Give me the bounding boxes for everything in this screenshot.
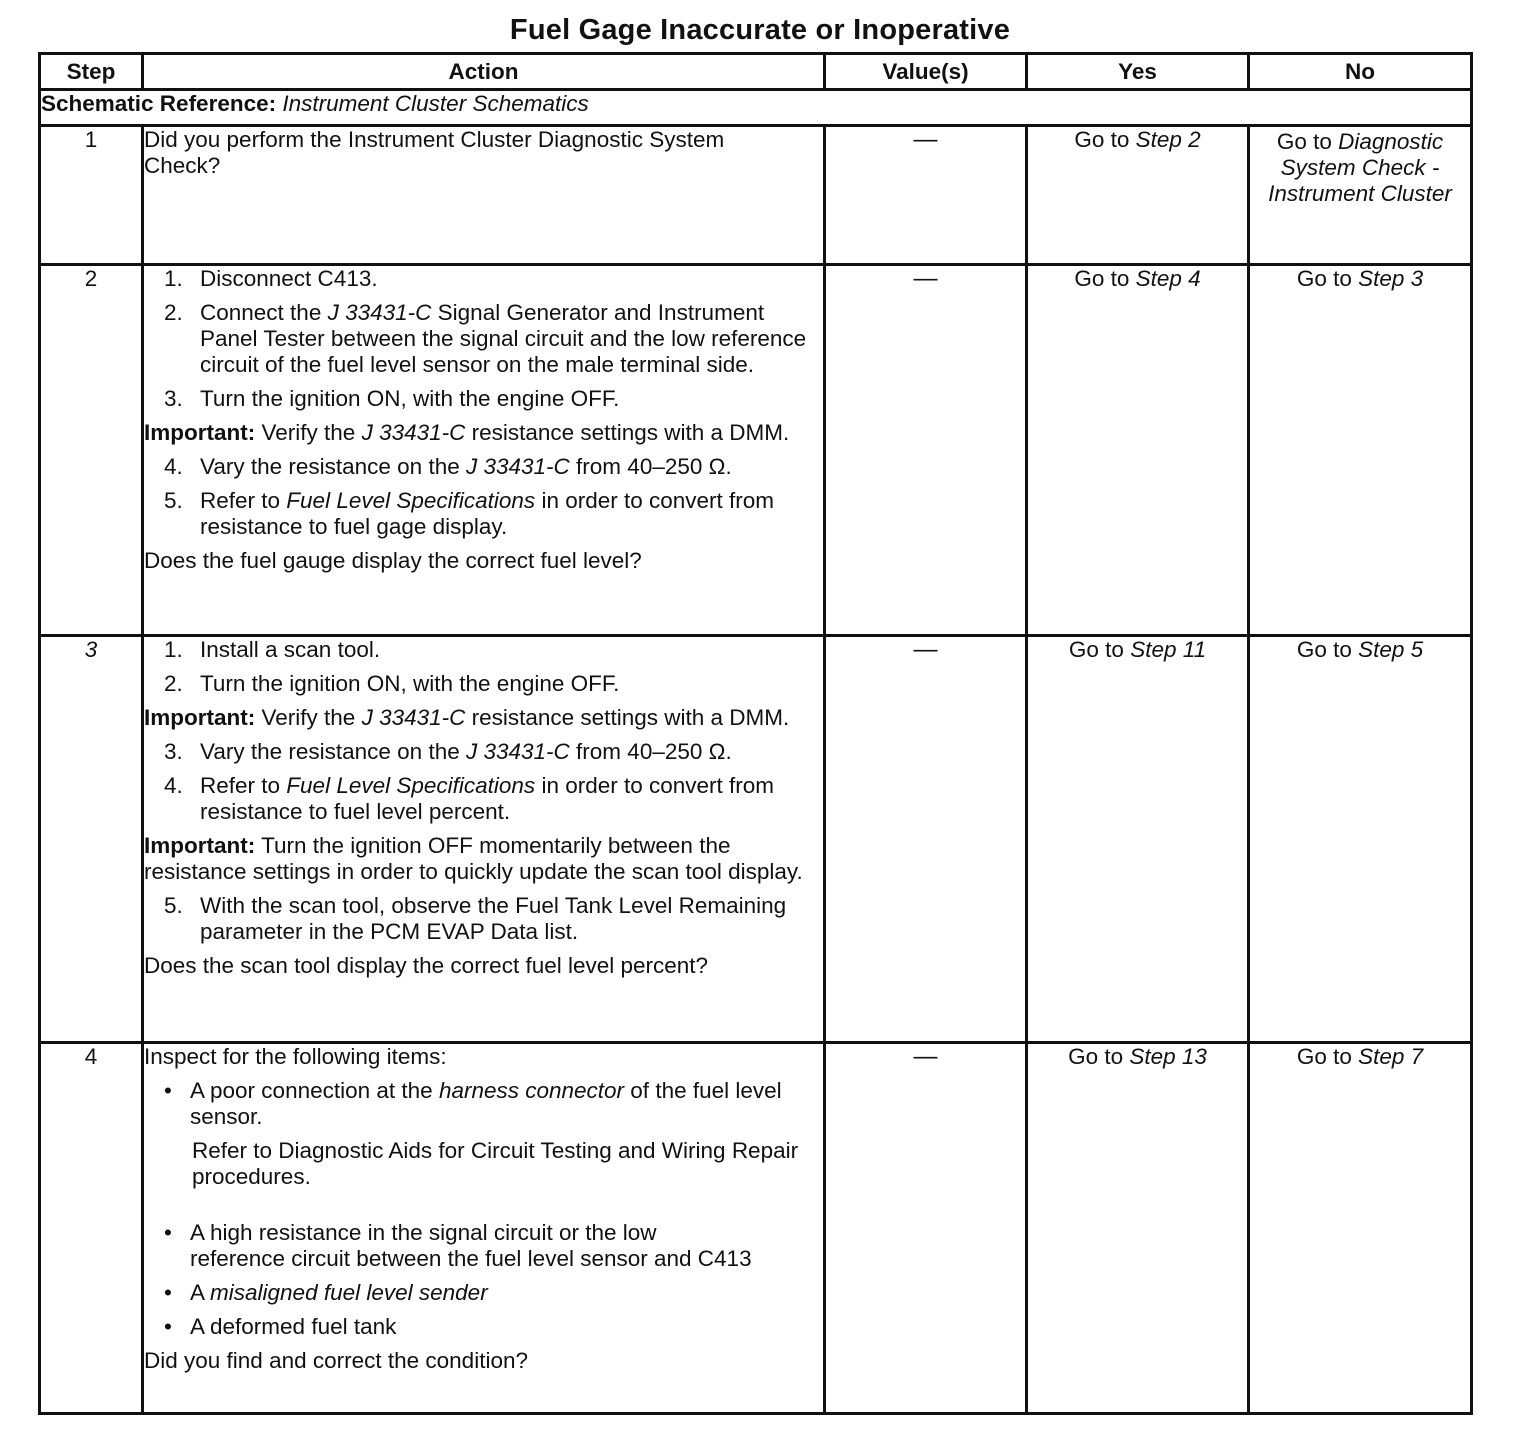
- list-item: 2. Turn the ignition ON, with the engine OFF.: [164, 671, 620, 696]
- table-row: [40, 1043, 1472, 1414]
- no-cell: Go to Diagnostic System Check - Instrument Cluster: [1249, 126, 1472, 265]
- step-number: 2: [40, 265, 143, 636]
- inspect-intro: Inspect for the following items:: [144, 1044, 447, 1069]
- table-row: [40, 126, 1472, 265]
- table-row: [40, 636, 1472, 1043]
- col-header-action: Action: [143, 54, 825, 90]
- list-item: • A misaligned fuel level sender: [164, 1280, 488, 1305]
- col-header-yes: Yes: [1027, 54, 1249, 90]
- step-question: Did you find and correct the condition?: [144, 1348, 528, 1373]
- tool-ref: J 33431-C: [465, 739, 570, 764]
- important-note: Important: Verify the J 33431-C resistance settings with a DMM.: [144, 705, 790, 730]
- tool-ref: J 33431-C: [465, 454, 570, 479]
- no-target: Step 7: [1358, 1044, 1424, 1069]
- step-question: Does the fuel gauge display the correct fuel level?: [144, 548, 642, 573]
- important-note: Important: Turn the ignition OFF momentarily between the resistance settings in order to quickly update the scan tool display.: [144, 833, 803, 884]
- yes-target: Step 4: [1135, 266, 1201, 291]
- list-item: 5. With the scan tool, observe the Fuel Tank Level Remaining parameter in the PCM EVAP Data list.: [164, 893, 787, 944]
- step-question: Did you perform the Instrument Cluster Diagnostic System Check?: [144, 127, 725, 178]
- step-number: 1: [40, 126, 143, 265]
- sub-note: Refer to Diagnostic Aids for Circuit Testing and Wiring Repair procedures.: [192, 1138, 799, 1189]
- value-cell: —: [825, 126, 1027, 265]
- tool-ref: J 33431-C: [327, 300, 432, 325]
- action-cell: [143, 1043, 825, 1414]
- yes-target: Step 13: [1129, 1044, 1207, 1069]
- no-cell: Go to Step 5: [1249, 636, 1472, 1043]
- yes-target: Step 11: [1130, 637, 1207, 662]
- no-cell: Go to Step 7: [1249, 1043, 1472, 1414]
- list-item: • A deformed fuel tank: [164, 1314, 397, 1339]
- list-item: 1. Install a scan tool.: [164, 637, 381, 662]
- action-cell: [143, 636, 825, 1043]
- list-item: 1. Disconnect C413.: [164, 266, 378, 291]
- diagnostic-table: [38, 52, 1473, 1415]
- step-number: 4: [40, 1043, 143, 1414]
- value-cell: —: [825, 265, 1027, 636]
- no-target: Step 3: [1358, 266, 1424, 291]
- col-header-no: No: [1249, 54, 1472, 90]
- schematic-reference: [40, 90, 1472, 126]
- bullet-icon: •: [164, 1314, 172, 1339]
- list-item: 5. Refer to Fuel Level Specifications in order to convert from resistance to fuel gage display.: [164, 488, 775, 539]
- bullet-icon: •: [164, 1220, 172, 1245]
- step-question: Does the scan tool display the correct fuel level percent?: [144, 953, 709, 978]
- col-header-step: Step: [40, 54, 143, 90]
- value-cell: —: [825, 636, 1027, 1043]
- yes-cell: Go to Step 4: [1027, 265, 1249, 636]
- important-note: Important: Verify the J 33431-C resistance settings with a DMM.: [144, 420, 790, 445]
- bullet-icon: •: [164, 1280, 172, 1305]
- value-cell: —: [825, 1043, 1027, 1414]
- no-target: Step 5: [1358, 637, 1424, 662]
- table-row: [40, 265, 1472, 636]
- list-item: 2. Connect the J 33431-C Signal Generator and Instrument Panel Tester between the signal circuit and the low reference circuit of the fuel level sensor on the male terminal side.: [164, 300, 807, 377]
- col-header-values: Value(s): [825, 54, 1027, 90]
- list-item: 4. Vary the resistance on the J 33431-C from 40–250 Ω.: [164, 454, 732, 479]
- schematic-ref: Instrument Cluster Schematics: [282, 91, 589, 116]
- yes-cell: Go to Step 2: [1027, 126, 1249, 265]
- bullet-icon: •: [164, 1078, 172, 1103]
- yes-cell: Go to Step 11: [1027, 636, 1249, 1043]
- step-number: 3: [40, 636, 143, 1043]
- spec-ref: Fuel Level Specifications: [286, 773, 536, 798]
- yes-cell: Go to Step 13: [1027, 1043, 1249, 1414]
- list-item: • A high resistance in the signal circuit or the low reference circuit between the fuel level sensor and C413: [164, 1220, 752, 1271]
- yes-target: Step 2: [1135, 127, 1201, 152]
- no-cell: Go to Step 3: [1249, 265, 1472, 636]
- spec-ref: Fuel Level Specifications: [286, 488, 536, 513]
- list-item: 4. Refer to Fuel Level Specifications in order to convert from resistance to fuel level percent.: [164, 773, 775, 824]
- schematic-row: [40, 90, 1472, 126]
- schematic-label: Schematic Reference:: [41, 91, 277, 116]
- list-item: 3. Turn the ignition ON, with the engine OFF.: [164, 386, 620, 411]
- header-row: [40, 54, 1472, 90]
- page-title: Fuel Gage Inaccurate or Inoperative: [509, 14, 1011, 46]
- action-cell: [143, 126, 825, 265]
- no-target: Diagnostic System Check - Instrument Cluster: [1268, 129, 1452, 206]
- list-item: 3. Vary the resistance on the J 33431-C from 40–250 Ω.: [164, 739, 732, 764]
- list-item: • A poor connection at the harness connector of the fuel level sensor.: [164, 1078, 782, 1129]
- action-cell: [143, 265, 825, 636]
